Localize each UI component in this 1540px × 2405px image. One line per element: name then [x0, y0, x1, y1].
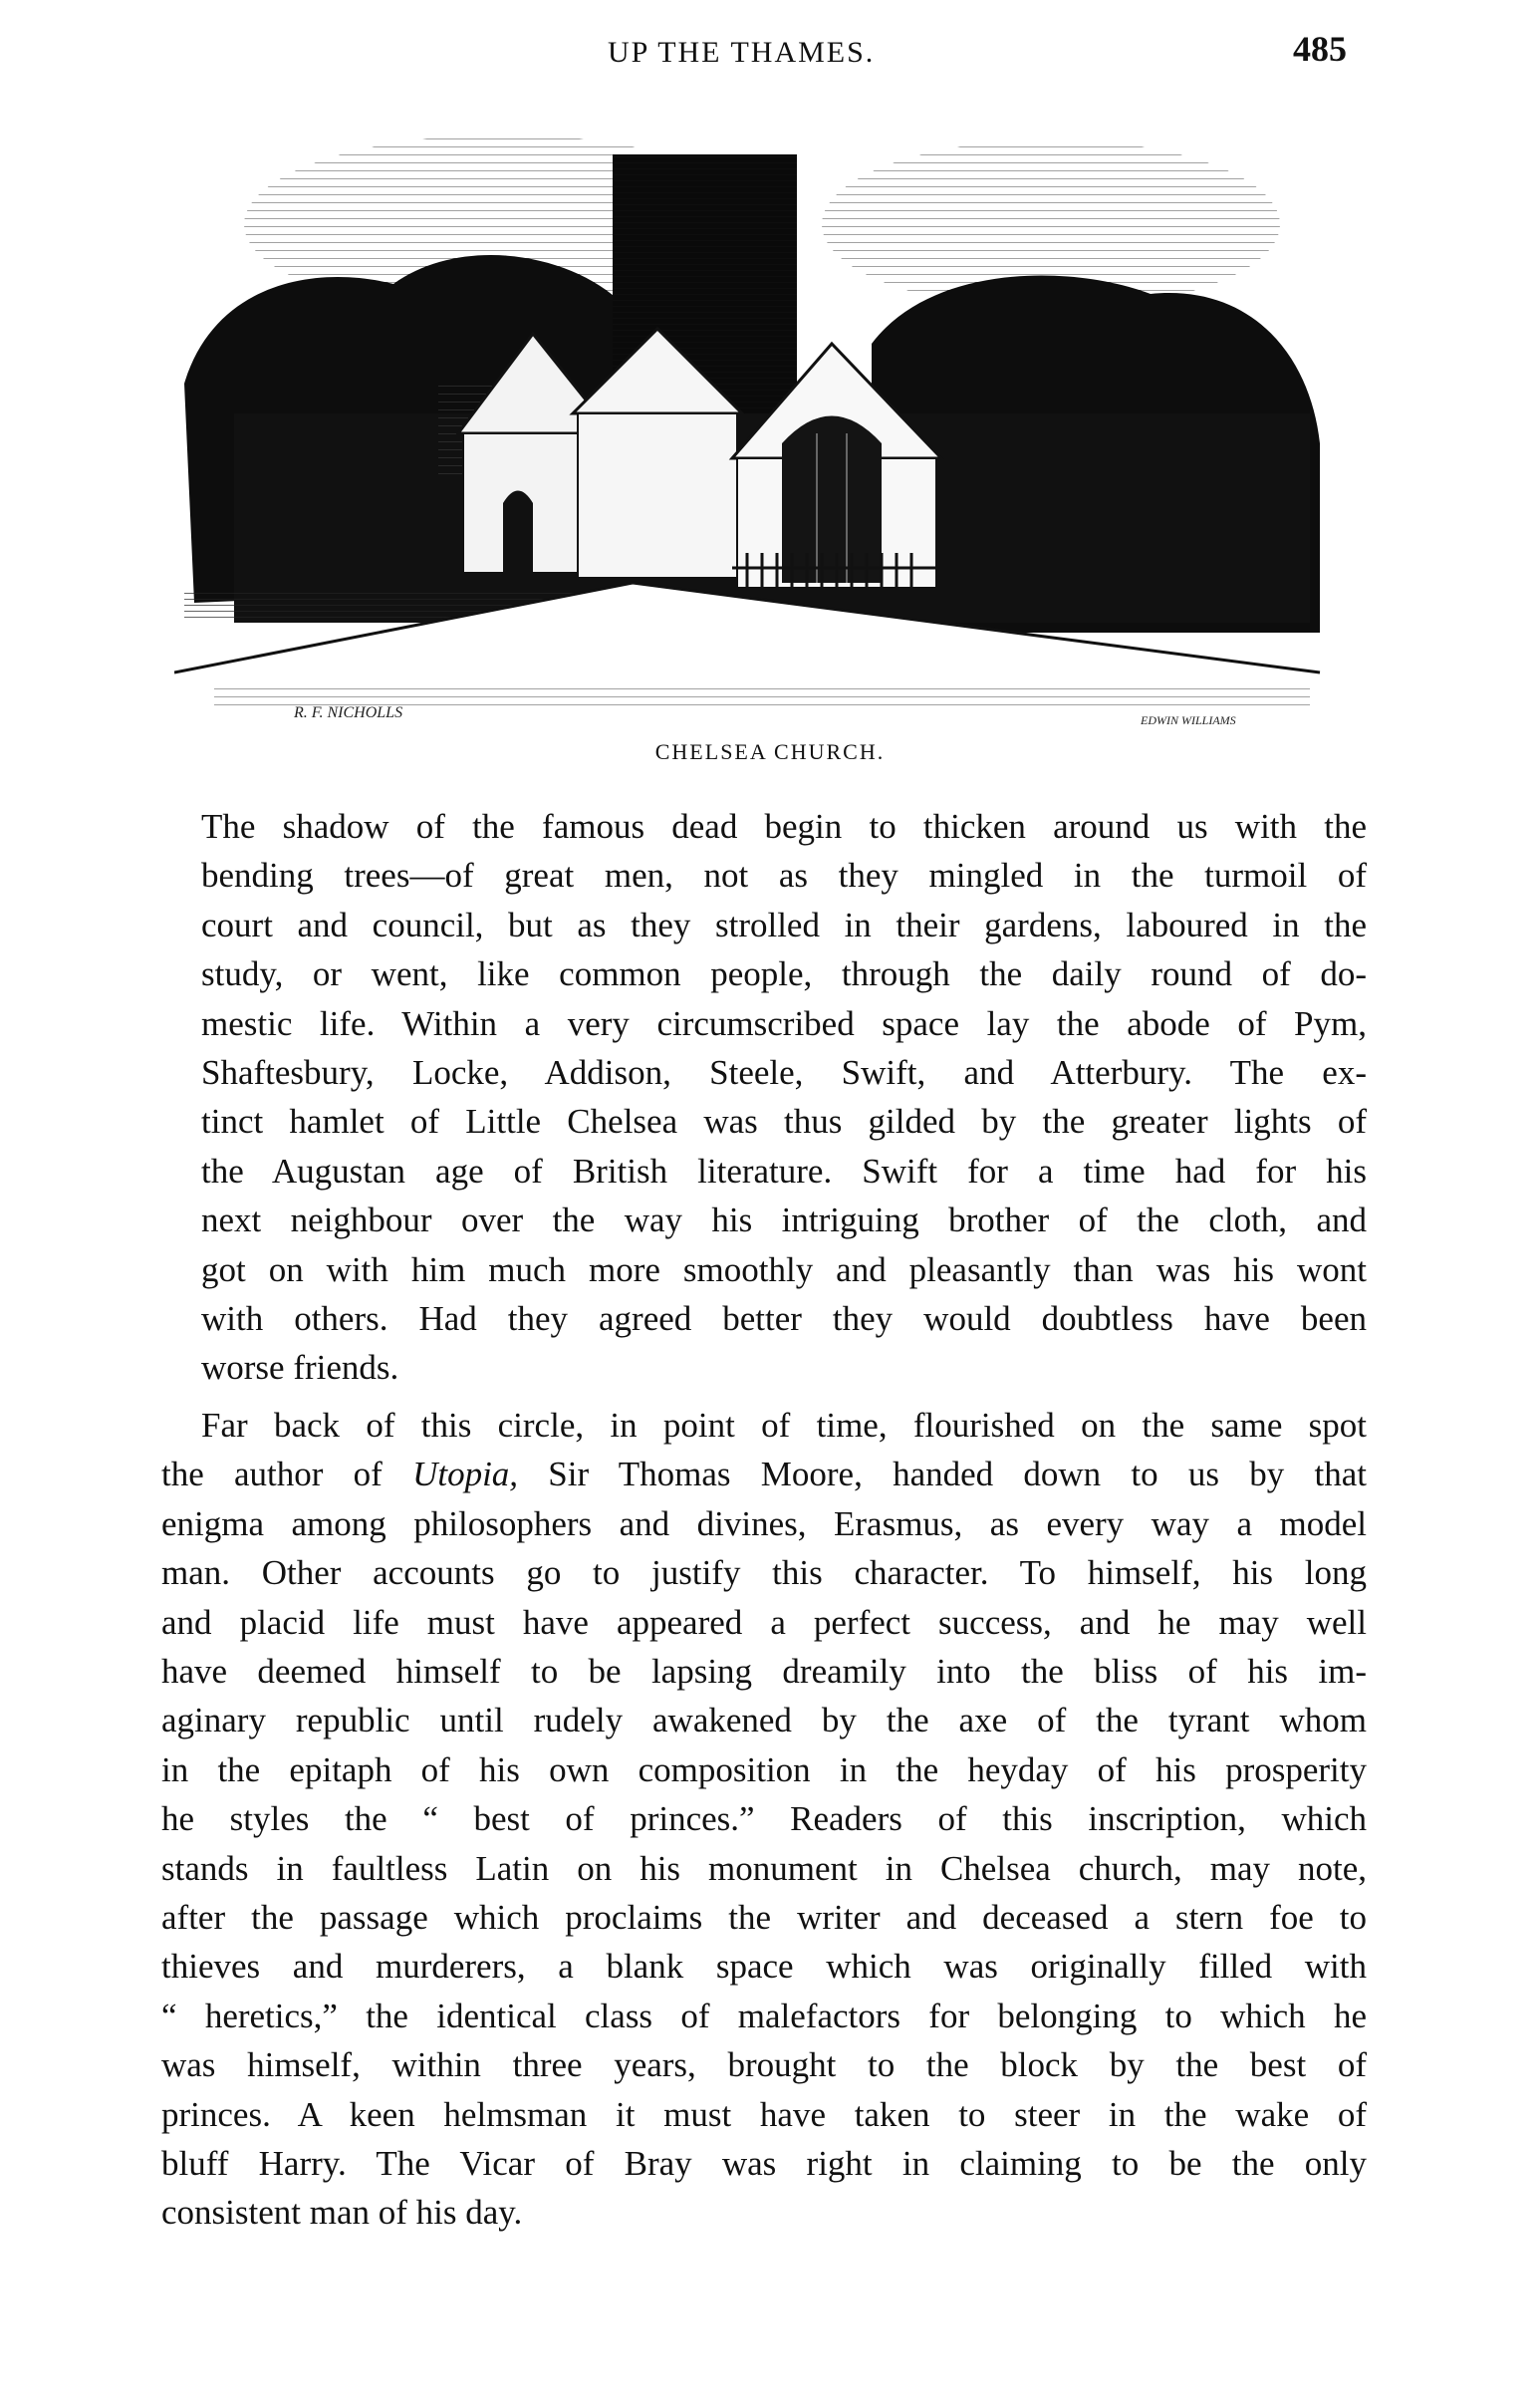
text-line: The shadow of the famous dead begin to thicken around us with the: [201, 807, 1367, 846]
text-line: study, or went, like common people, through the daily round of do-: [201, 954, 1367, 994]
running-head: [0, 28, 1540, 88]
text-line: aginary republic until rudely awakened by the axe of the tyrant whom: [161, 1701, 1367, 1740]
book-title-utopia: Utopia,: [412, 1455, 519, 1494]
chelsea-church-engraving: [174, 115, 1330, 732]
text-line: thieves and murderers, a blank space which was originally filled with: [161, 1947, 1367, 1987]
svg-text:R. F. NICHOLLS: R. F. NICHOLLS: [294, 704, 403, 721]
running-title: UP THE THAMES.: [608, 36, 876, 69]
text-run: the author of: [161, 1455, 413, 1494]
text-line: stands in faultless Latin on his monument in Chelsea church, may note,: [161, 1848, 1367, 1888]
text-line: worse friends.: [201, 1348, 399, 1388]
text-line: with others. Had they agreed better they would doubtless have been: [201, 1299, 1367, 1339]
text-line: he styles the “ best of princes.” Readers of this inscription, which: [161, 1799, 1367, 1839]
text-line: bending trees—of great men, not as they mingled in the turmoil of: [201, 856, 1367, 896]
text-line: consistent man of his day.: [161, 2193, 523, 2233]
text-line: tinct hamlet of Little Chelsea was thus gilded by the greater lights of: [201, 1102, 1367, 1142]
page-number: 485: [1293, 29, 1347, 69]
text-run: Sir Thomas Moore, handed down to us by that: [518, 1455, 1367, 1494]
text-line-with-italic: [161, 1450, 1367, 1498]
figure-caption: CHELSEA CHURCH.: [654, 739, 886, 764]
text-line: the Augustan age of British literature. Swift for a time had for his: [201, 1151, 1367, 1191]
text-line: princes. A keen helmsman it must have taken to steer in the wake of: [161, 2094, 1367, 2134]
text-line: in the epitaph of his own composition in the heyday of his prosperity: [161, 1749, 1367, 1789]
body-text: [161, 802, 1367, 2238]
text-line: Shaftesbury, Locke, Addison, Steele, Swift, and Atterbury. The ex-: [201, 1053, 1367, 1093]
text-line: “ heretics,” the identical class of malefactors for belonging to which he: [161, 1996, 1367, 2035]
text-line: court and council, but as they strolled in their gardens, laboured in the: [201, 905, 1367, 944]
text-line: man. Other accounts go to justify this character. To himself, his long: [161, 1553, 1367, 1593]
text-line: enigma among philosophers and divines, Erasmus, as every way a model: [161, 1503, 1367, 1543]
text-line: was himself, within three years, brought to the block by the best of: [161, 2045, 1367, 2085]
text-line: bluff Harry. The Vicar of Bray was right in claiming to be the only: [161, 2143, 1367, 2183]
text-line: have deemed himself to be lapsing dreamily into the bliss of his im-: [161, 1651, 1367, 1691]
paragraph-2: [161, 1401, 1367, 2238]
text-line: next neighbour over the way his intriguing brother of the cloth, and: [201, 1201, 1367, 1240]
paragraph-1: [161, 802, 1367, 1393]
text-line: after the passage which proclaims the writer and deceased a stern foe to: [161, 1897, 1367, 1937]
text-line: and placid life must have appeared a perfect success, and he may well: [161, 1602, 1367, 1642]
svg-text:EDWIN WILLIAMS: EDWIN WILLIAMS: [1141, 713, 1236, 727]
text-line: Far back of this circle, in point of time, flourished on the same spot: [201, 1405, 1367, 1445]
text-line: got on with him much more smoothly and pleasantly than was his wont: [201, 1249, 1367, 1289]
text-line: mestic life. Within a very circumscribed space lay the abode of Pym,: [201, 1003, 1367, 1043]
